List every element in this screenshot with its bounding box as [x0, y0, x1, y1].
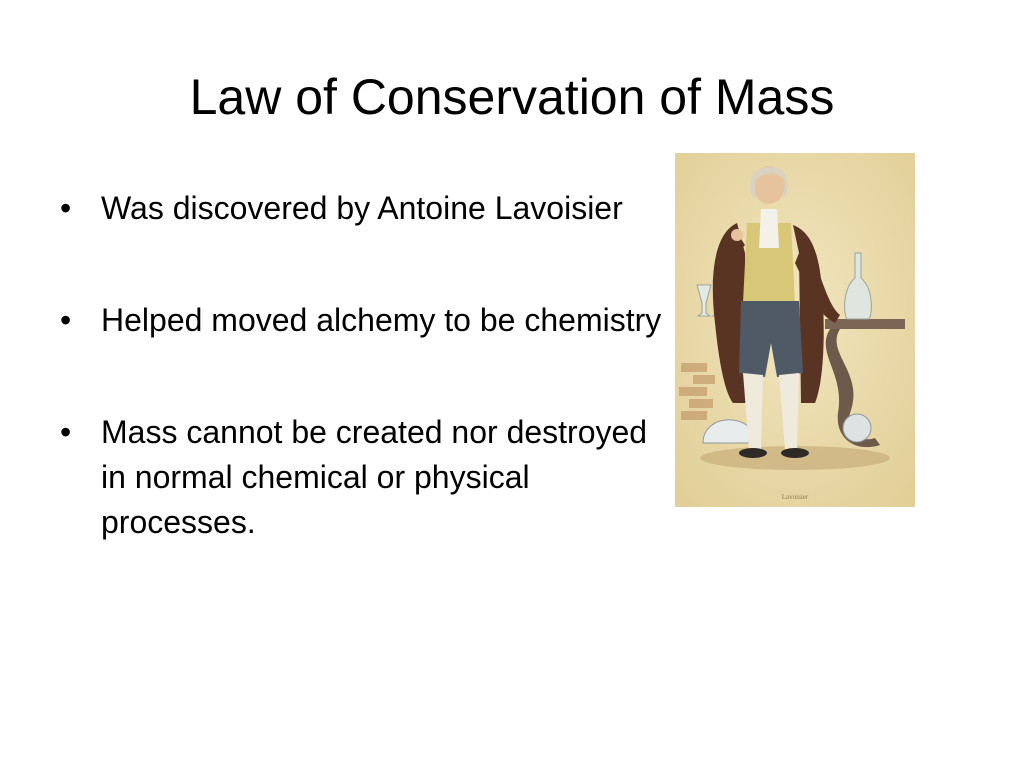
slide-title: Law of Conservation of Mass: [189, 69, 835, 125]
bullet-dot-icon: •: [60, 414, 72, 450]
bullet-dot-icon: •: [60, 190, 72, 226]
sphere-shape: [843, 414, 871, 442]
bullet-item: [60, 186, 670, 231]
bullet-item: [60, 298, 670, 343]
bullet-text: Was discovered by Antoine Lavoisier: [101, 190, 623, 226]
bullet-dot-icon: •: [60, 302, 72, 338]
lavoisier-portrait: [675, 153, 915, 507]
portrait-illustration: [675, 153, 915, 507]
portrait-caption: Lavoisier: [781, 493, 809, 501]
bullet-text: Helped moved alchemy to be chemistry: [101, 302, 662, 338]
bullet-list: [60, 186, 670, 545]
bullet-item: [60, 410, 670, 545]
bullet-text: Mass cannot be created nor destroyed in normal chemical or physical processes.: [101, 414, 648, 540]
